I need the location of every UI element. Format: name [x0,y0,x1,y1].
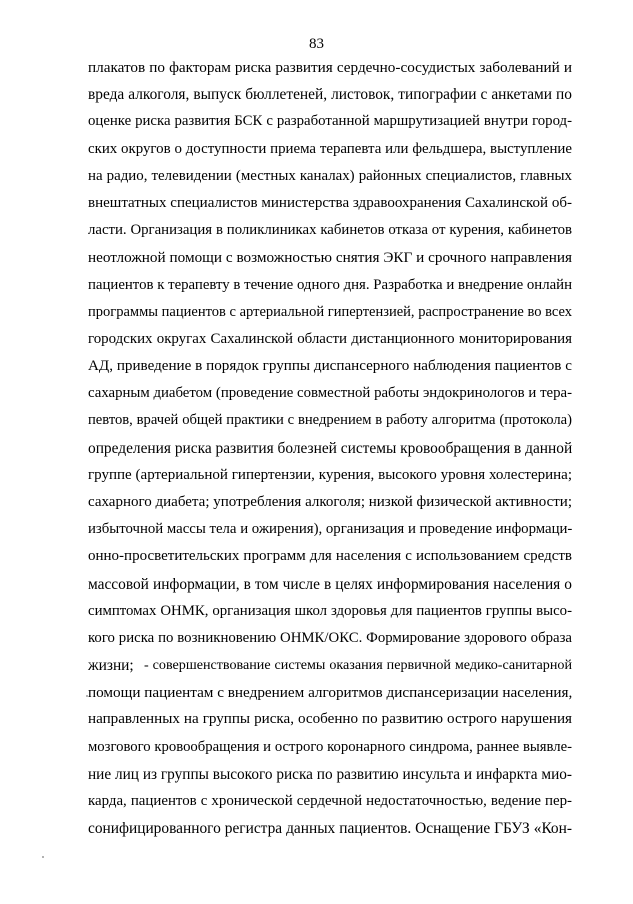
text-line: массовой информации, в том числе в целях информирования населения о [88,575,572,593]
scan-speck [42,856,44,858]
text-line: сонифицированного регистра данных пациентов. Оснащение ГБУЗ «Кон- [88,820,572,838]
text-line: певтов, врачей общей практики с внедрением в работу алгоритма (протокола) [88,412,572,429]
text-line: избыточной массы тела и ожирения), организация и проведение информаци- [88,521,573,538]
text-line: группе (артериальной гипертензии, курения, высокого уровня холестерина; [88,466,572,483]
text-line: кого риска по возникновению ОНМК/ОКС. Формирование здорового образа [88,629,572,646]
text-line: пациентов к терапевту в течение одного дня. Разработка и внедрение онлайн [88,276,572,293]
text-line: жизни; [88,657,134,675]
text-line: вреда алкоголя, выпуск бюллетеней, листовок, типографии с анкетами по [88,86,572,104]
paragraph-2 [88,652,572,842]
text-line: программы пациентов с артериальной гипертензией, распространение во всех [88,303,572,320]
text-line: - совершенствование системы оказания первичной медико-санитарной [144,657,572,673]
text-line: сахарного диабета; употребления алкоголя; низкой физической активности; [88,494,572,510]
text-line: ских округов о доступности приема терапевта или фельдшера, выступление [88,140,572,157]
text-line: симптомах ОНМК, организация школ здоровья для пациентов группы высо- [88,602,572,619]
text-line: сахарным диабетом (проведение совместной работы эндокринологов и тера- [88,385,572,402]
text-line: онно-просветительских программ для населения с использованием средств [88,548,572,565]
text-line: городских округах Сахалинской области дистанционного мониторирования [88,330,572,347]
text-line: неотложной помощи с возможностью снятия ЭКГ и срочного направления [88,249,572,267]
text-line: помощи пациентам с внедрением алгоритмов диспансеризации населения, [88,684,573,702]
text-line: ние лиц из группы высокого риска по развитию инсульта и инфаркта мио- [88,765,572,783]
text-line: определения риска развития болезней системы кровообращения в данной [88,439,573,457]
text-line: мозгового кровообращения и острого коронарного синдрома, раннее выявле- [88,738,572,755]
page-number: 83 [309,36,324,52]
text-line: оценке риска развития БСК с разработанной маршрутизацией внутри город- [88,113,572,130]
scan-speck [86,695,88,697]
paragraph-1 [88,54,572,679]
text-line: направленных на группы риска, особенно по развитию острого нарушения [88,711,572,728]
text-line: внештатных специалистов министерства здравоохранения Сахалинской об- [88,194,572,211]
text-line: АД, приведение в порядок группы диспансерного наблюдения пациентов с [88,358,572,375]
text-line: ласти. Организация в поликлиниках кабинетов отказа от курения, кабинетов [88,222,572,239]
text-line: карда, пациентов с хронической сердечной недостаточностью, ведение пер- [88,792,572,809]
text-line: плакатов по факторам риска развития сердечно-сосудистых заболеваний и [88,59,572,76]
text-line: на радио, телевидении (местных каналах) районных специалистов, главных [88,167,572,184]
